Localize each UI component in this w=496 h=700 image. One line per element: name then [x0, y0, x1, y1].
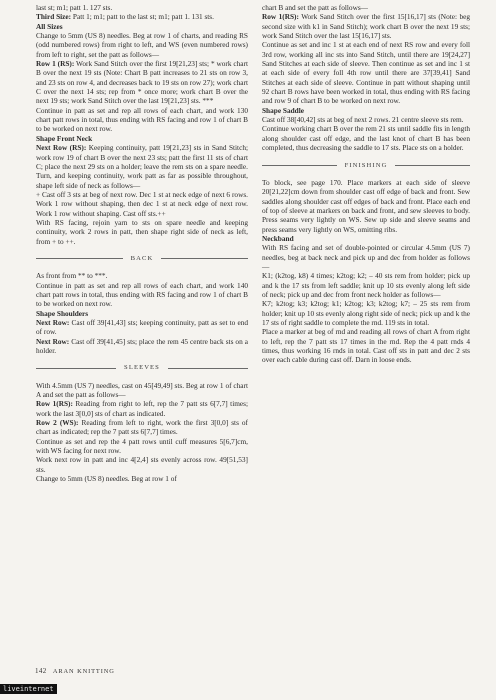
paragraph: last st; m1; patt 1. 127 sts. [36, 3, 113, 12]
paragraph [36, 143, 248, 190]
inline-label: Row 1(RS): [262, 12, 299, 22]
watermark: liveinternet [0, 684, 57, 694]
paragraph: Continue in patt as set and rep all rows of each chart, and work 130 chart patt rows in total, thus ending with RS facing and row 1 of chart B to be worked on next row. [36, 105, 248, 134]
inline-label: Third Size: [36, 12, 72, 22]
paragraph [36, 318, 248, 337]
heading-rule [161, 258, 248, 259]
page-footer [35, 667, 115, 675]
subheading: Neckband [262, 233, 294, 243]
paragraph: + Cast off 3 sts at beg of next row. Dec 1 st at neck edge of next 6 rows. Work 1 row without shaping, then dec 1 st at neck edge of next row. Work 1 row without shaping. Cast off sts.++ [36, 189, 248, 218]
paragraph: Continue as set and inc 1 st at each end of next RS row and every foll 3rd row, working all inc sts into Sand Stitch, until there are 19[24,27] Sand Stitches at each side of sleeve. Then continue as set and inc 1 st at each side of every foll 4th row until there are 37[39,41] Sand Stitches at each side of sleeve. Continue in patt without shaping until 92 chart B rows have been worked in total, thus ending with RS facing and row 9 of chart B to be worked on next row. [262, 40, 470, 106]
inline-text: Patt 1; m1; patt to the last st; m1; patt 1. 131 sts. [71, 12, 214, 22]
heading-rule [36, 368, 116, 369]
paragraph [36, 418, 248, 437]
paragraph: With 4.5mm (US 7) needles, cast on 45[49,49] sts. Beg at row 1 of chart A and set the patt as follows— [36, 380, 248, 400]
inline-label: Row 1(RS): [36, 399, 73, 409]
paragraph: K7; k2tog; k3; k2tog; k1; k2tog; k3; k2tog; k7; – 25 sts rem from holder; knit up 10 sts evenly along right side of neck; pick up and k the 17 sts of right saddle to complete the rnd. 119 sts in total. [262, 299, 470, 327]
paragraph: To block, see page 170. Place markers at each side of sleeve 20[21,22]cm down from shoulder cast off edge of back and front. Sew saddles along shoulder cast off edges of back and front. Place each end of top of sleeve at markers on back and front, and sew sleeves to body. Press seams very lightly on WS. Sew up side and sleeve seams and press seams very lightly on WS, omitting ribs. [262, 177, 470, 234]
heading-rule [36, 258, 123, 259]
inline-text: Work Sand Stitch over the first 15[16,17] sts (Note: beg second size with k1 in Sand Stitch); work chart B over the next 19 sts; work Sand Stitch over the last 15[16,17] sts. [262, 12, 470, 41]
paragraph [36, 59, 248, 106]
inline-label: Row 2 (WS): [36, 418, 79, 428]
paragraph: Continue in patt as set and rep all rows of each chart, and work 140 chart patt rows in total, thus ending with RS facing and row 1 of chart B to be worked on next row. [36, 280, 248, 309]
section-heading-sleeves [36, 363, 248, 372]
paragraph: With RS facing, rejoin yarn to sts on spare needle and keeping continuity, work 2 rows in patt, then shape right side of neck as left, from + to ++. [36, 217, 248, 246]
section-heading-label: FINISHING [344, 161, 388, 169]
page-number: 142 [35, 667, 47, 675]
paragraph: Change to 5mm (US 8) needles. Beg at row 1 of charts, and reading RS (odd numbered rows) from right to left, and WS (even numbered rows) from left to right, set the patt as follows— [36, 31, 248, 59]
inline-text: Keeping continuity, patt 19[21,23] sts in Sand Stitch; work row 19 of chart B over the next 23 sts; patt the first 11 sts of chart C; place the next 29 sts on a holder; leave the rem sts on a spare needle. Turn, and keeping continuity, work patt as far as possible throughout, shape left side of neck as follows— [36, 143, 248, 190]
inline-text: Work Sand Stitch over the first 19[21,23] sts; * work chart B over the next 19 sts (Note: Chart B patt increases to 21 sts on row 3, and 23 sts on row 4, and decreases back to 19 sts on row 27); work chart C over the next 14 sts; rep from * once more; work chart B over the next 19 sts; work Sand Stitch over the last 19[21,23] sts. *** [36, 59, 248, 106]
paragraph: Place a marker at beg of rnd and reading all rows of chart A from right to left, rep the 7 patt sts 17 times in the rnd. Rep the 4 patt rnds 4 times, thus working 16 rnds in total. Cast off sts in patt and dec 2 sts over each cable during cast off. Darn in loose ends. [262, 327, 470, 365]
paragraph: As front from ** to ***. [36, 271, 108, 281]
subheading: All Sizes [36, 21, 63, 31]
inline-label: Next Row: [36, 318, 70, 327]
section-heading-back [36, 254, 248, 263]
subheading: Shape Front Neck [36, 133, 93, 143]
inline-label: Next Row: [36, 336, 70, 346]
right-column [262, 3, 470, 365]
subheading: Shape Saddle [262, 105, 304, 115]
paragraph: Cast off 38[40,42] sts at beg of next 2 rows. 21 centre sleeve sts rem. [262, 115, 464, 125]
paragraph: Continue as set and rep the 4 patt rows until cuff measures 5[6,7]cm, with WS facing for next row. [36, 436, 248, 456]
heading-rule [168, 368, 248, 369]
paragraph: With RS facing and set of double-pointed or circular 4.5mm (US 7) needles, beg at back neck and pick up and dec from holder as follows— [262, 243, 470, 271]
paragraph [36, 337, 248, 356]
paragraph: Change to 5mm (US 8) needles. Beg at row 1 of [36, 474, 177, 484]
section-heading-label: SLEEVES [124, 364, 160, 372]
inline-label: Next Row (RS): [36, 143, 87, 153]
paragraph: Work next row in patt and inc 4[2,4] sts evenly across row. 49[51,53] sts. [36, 455, 248, 474]
inline-text: Reading from right to left, rep the 7 patt sts 6[7,7] times; work the last 3[0,0] sts of chart as indicated. [36, 399, 248, 418]
inline-label: Row 1 (RS): [36, 59, 75, 69]
section-heading-label: BACK [130, 254, 154, 262]
paragraph [36, 399, 248, 418]
paragraph [262, 12, 470, 40]
running-title: ARAN KNITTING [52, 668, 115, 675]
section-heading-finishing [262, 161, 470, 170]
heading-rule [395, 165, 470, 166]
paragraph: Continue working chart B over the rem 21 sts until saddle fits in length along shoulder cast off edge, and the last knot of chart B has been completed, thus decreasing the saddle to 17 sts. Place sts on a holder. [262, 124, 470, 153]
subheading: Shape Shoulders [36, 308, 89, 318]
left-column [36, 3, 248, 484]
paragraph: K1; (k2tog, k8) 4 times; k2tog; k2; – 40 sts rem from holder; pick up and k the 17 sts from left saddle; knit up 10 sts evenly along left side of neck; pick up and dec from front neck holder as follows— [262, 271, 470, 299]
inline-text: Reading from left to right, work the first 3[0,0] sts of chart as indicated; rep the 7 patt sts 6[7,7] times. [36, 418, 248, 437]
paragraph [36, 12, 248, 21]
paragraph: chart B and set the patt as follows— [262, 3, 368, 12]
inline-text: Cast off 39[41,45] sts; place the rem 45 centre back sts on a holder. [36, 336, 248, 356]
inline-text: Cast off 39[41,43] sts; keeping continuity, patt as set to end of row. [36, 318, 248, 337]
heading-rule [262, 165, 337, 166]
